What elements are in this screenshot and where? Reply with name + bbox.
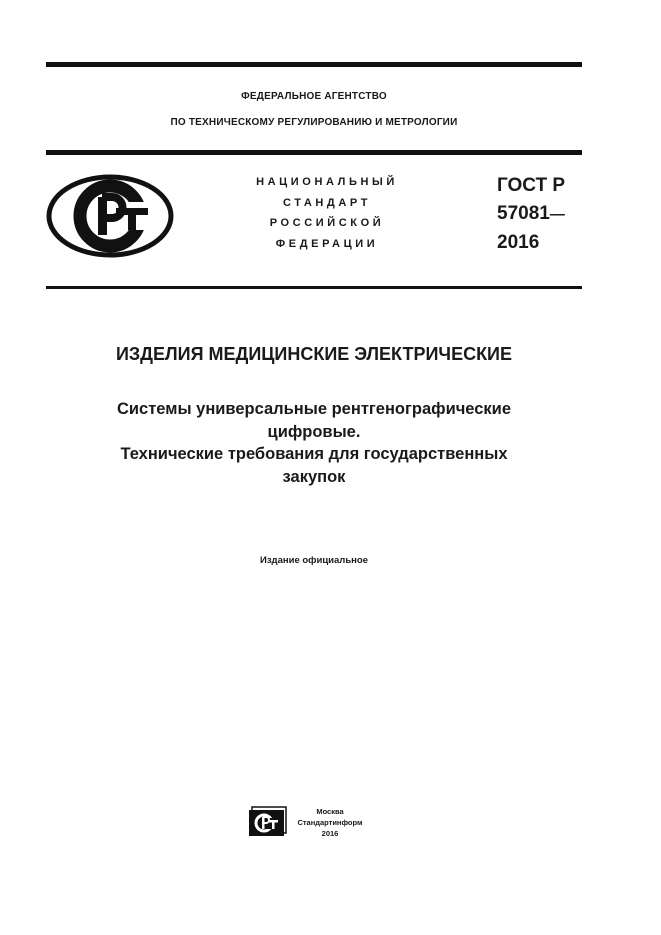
standard-number-line (497, 200, 565, 229)
publisher-city: Москва (316, 807, 344, 816)
middle-rule (46, 150, 582, 155)
subtitle-line: закупок (282, 467, 346, 486)
standard-type-line: РОССИЙСКОЙ (269, 217, 385, 229)
agency-line-1: ФЕДЕРАЛЬНОЕ АГЕНТСТВО (241, 91, 387, 102)
publisher-imprint (290, 806, 370, 839)
standard-type-line: НАЦИОНАЛЬНЫЙ (256, 176, 398, 188)
standard-designation-prefix: ГОСТ Р (497, 175, 566, 196)
top-rule (46, 62, 582, 67)
bottom-rule (46, 286, 582, 289)
standard-year: 2016 (497, 232, 540, 253)
standard-type-line: СТАНДАРТ (282, 196, 372, 209)
standard-number: 57081 (497, 203, 550, 224)
standard-type-line: ФЕДЕРАЦИИ (275, 237, 379, 250)
standard-type (222, 172, 432, 254)
publisher-year: 2016 (321, 829, 339, 838)
agency-line-2: ПО ТЕХНИЧЕСКОМУ РЕГУЛИРОВАНИЮ И МЕТРОЛОГИИ (170, 117, 458, 128)
edition-label: Издание официальное (260, 555, 368, 566)
subtitle-line: цифровые. (267, 422, 361, 441)
publisher-name: Стандартинформ (297, 818, 363, 827)
gost-r-logo-icon (46, 174, 174, 258)
standard-dash: — (549, 206, 565, 223)
standartinform-logo-icon (248, 806, 287, 838)
subtitle-line: Системы универсальные рентгенографические (116, 400, 512, 418)
document-subtitle (46, 398, 582, 488)
standard-designation (497, 172, 565, 257)
subtitle-line: Технические требования для государственных (120, 445, 508, 463)
document-title: ИЗДЕЛИЯ МЕДИЦИНСКИЕ ЭЛЕКТРИЧЕСКИЕ (115, 344, 513, 364)
